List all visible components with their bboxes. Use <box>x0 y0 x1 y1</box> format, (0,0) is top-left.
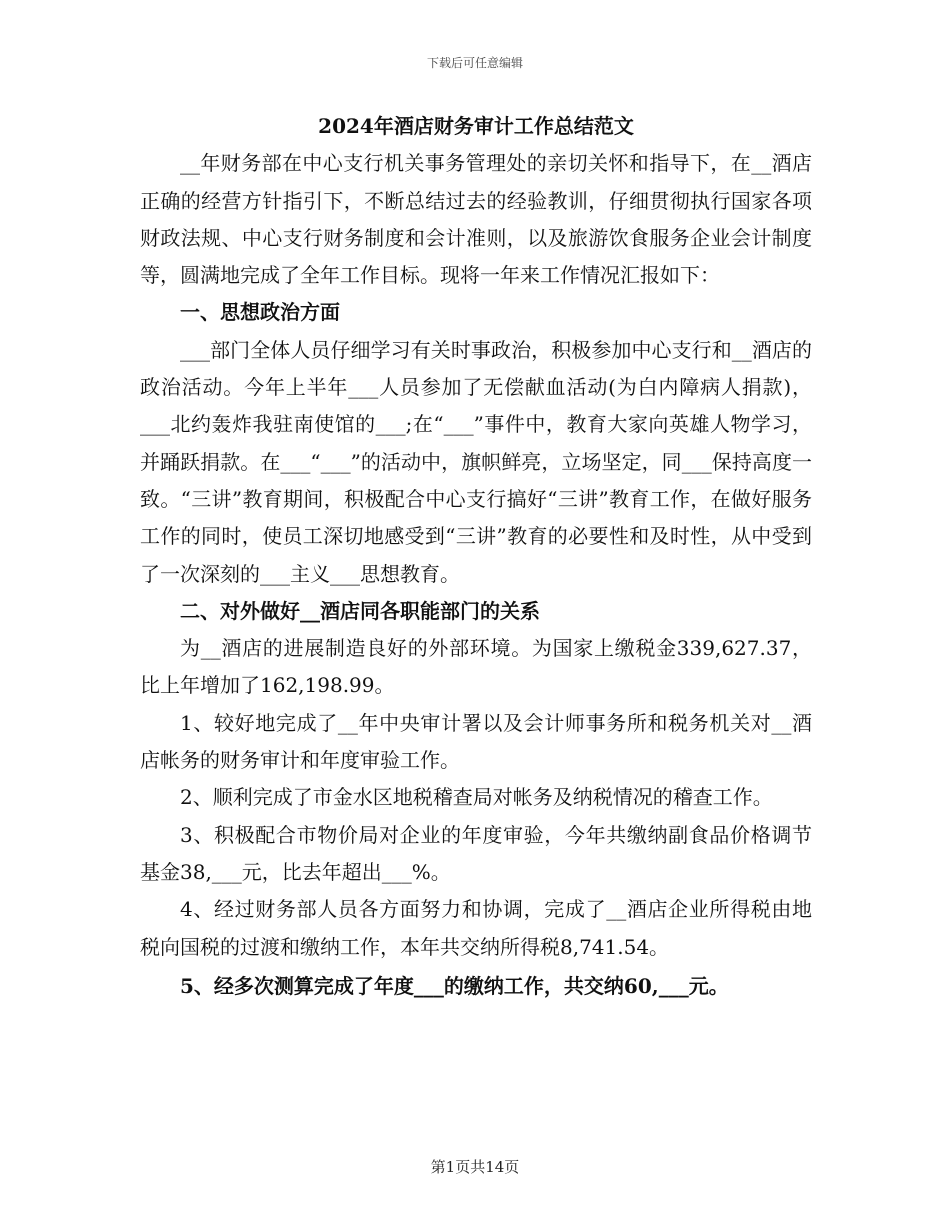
section-heading-2: 二、对外做好__酒店同各职能部门的关系 <box>180 598 540 623</box>
list-item: 5、经多次测算完成了年度___的缴纳工作，共交纳60,___元。 <box>180 973 729 998</box>
list-item: 1、较好地完成了__年中央审计署以及会计师事务所和税务机关对__酒店帐务的财务审计和年度审验工作。 <box>140 710 812 773</box>
list-item: 3、积极配合市物价局对企业的年度审验，今年共缴纳副食品价格调节基金38,___元，比去年超出___%。 <box>140 822 812 884</box>
document-title: 2024年酒店财务审计工作总结范文 <box>318 114 634 138</box>
page-header-note: 下载后可任意编辑 <box>426 56 523 70</box>
list-item: 4、经过财务部人员各方面努力和协调，完成了__酒店企业所得税由地税向国税的过渡和缴纳工作，本年共交纳所得税8,741.54。 <box>140 897 812 959</box>
section-heading-1: 一、思想政治方面 <box>180 300 340 325</box>
intro-paragraph: __年财务部在中心支行机关事务管理处的亲切关怀和指导下，在__酒店正确的经营方针指引下，不断总结过去的经验教训，仔细贯彻执行国家各项财政法规、中心支行财务制度和会计准则，以及旅游饮食服务企业会计制度等，圆满地完成了全年工作目标。现将一年来工作情况汇报如下： <box>140 151 812 288</box>
page-indicator: 第1页共14页 <box>430 1158 520 1176</box>
section-1-paragraph: ___部门全体人员仔细学习有关时事政治，积极参加中心支行和__酒店的政治活动。今年上半年___人员参加了无偿献血活动(为白内障病人捐款)，___北约轰炸我驻南使馆的___;在“___”事件中，教育大家向英雄人物学习，并踊跃捐款。在___“___”的活动中，旗帜鲜亮，立场坚定，同___保持高度一致。“三讲”教育期间，积极配合中心支行搞好“三讲”教育工作，在做好服务工作的同时，使员工深切地感受到“三讲”教育的必要性和及时性，从中受到了一次深刻的___主义___思想教育。 <box>140 337 812 586</box>
section-2-paragraph: 为__酒店的进展制造良好的外部环境。为国家上缴税金339,627.37，比上年增加了162,198.99。 <box>140 636 812 698</box>
list-item: 2、顺利完成了市金水区地税稽查局对帐务及纳税情况的稽查工作。 <box>180 785 773 810</box>
document-body <box>140 108 812 1005</box>
